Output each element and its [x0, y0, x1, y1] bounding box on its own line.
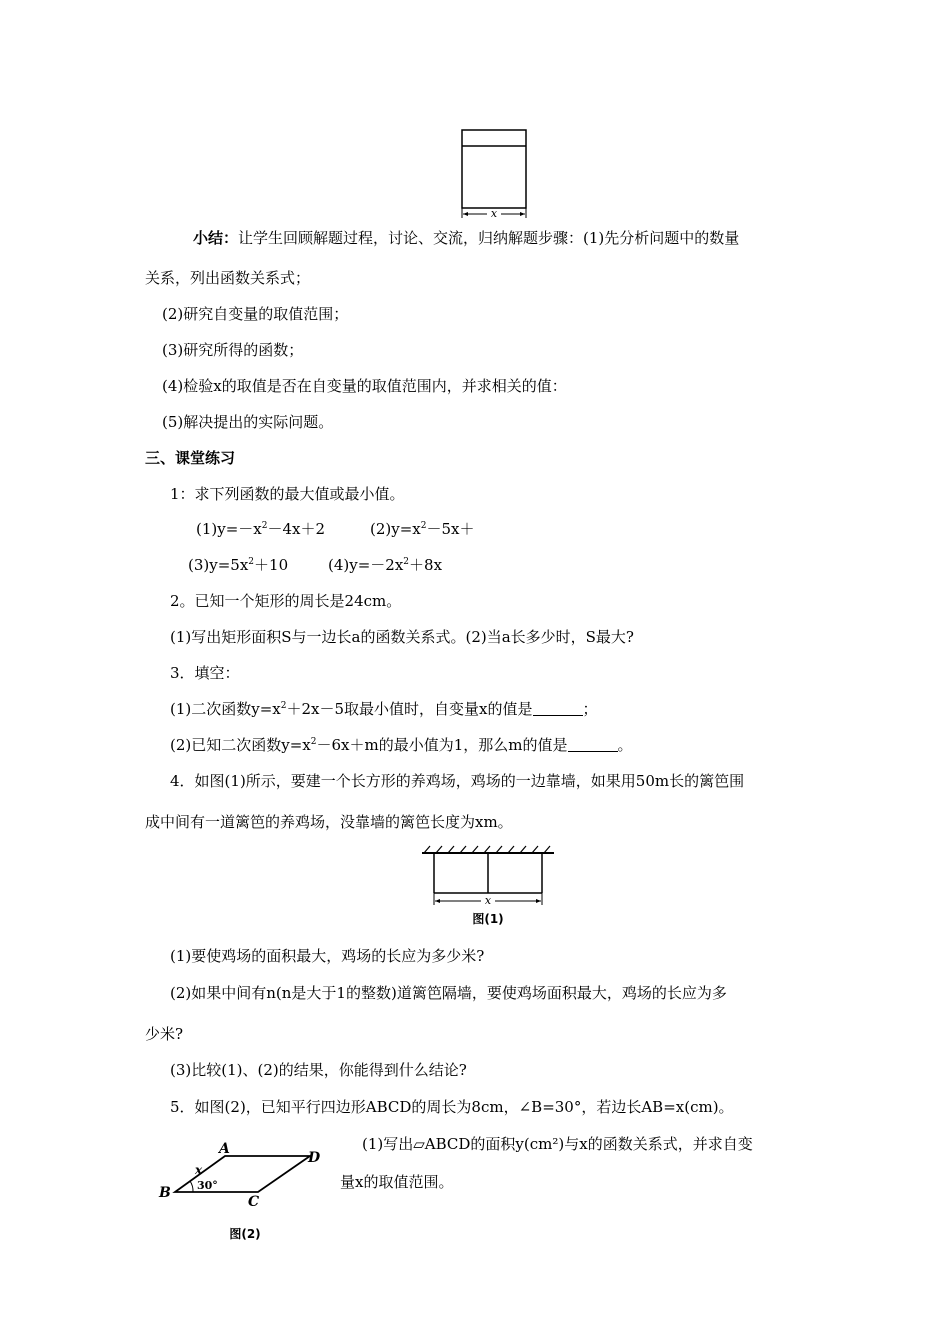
figure-x-label: x — [490, 207, 498, 220]
q3-b-blank[interactable] — [568, 737, 618, 752]
q5-stem: 5．如图(2)，已知平行四边形ABCD的周长为8cm，∠B=30°，若边长AB=x(cm)。 — [170, 1098, 734, 1116]
q4-stem: 4．如图(1)所示，要建一个长方形的养鸡场，鸡场的一边靠墙，如果用50m长的篱笆围 — [170, 772, 745, 790]
figure1-caption: 图(1) — [472, 912, 504, 926]
q1-part1-head: (1)y=－x — [196, 520, 262, 538]
q3-b-tail: －6x＋m的最小值为1，那么m的值是 — [316, 736, 568, 754]
q3-b-end: 。 — [617, 736, 633, 754]
label-b: B — [159, 1185, 171, 1201]
label-angle: 30° — [197, 1179, 218, 1192]
q1-part2 — [370, 519, 475, 539]
q3-a-sup: 2 — [280, 701, 287, 711]
summary-step-3: (3)研究所得的函数； — [162, 341, 304, 359]
figure2-caption: 图(2) — [229, 1227, 261, 1241]
summary-text: 让学生回顾解题过程，讨论、交流，归纳解题步骤：(1)先分析问题中的数量 — [238, 229, 740, 247]
summary-step-4: (4)检验x的取值是否在自变量的取值范围内，并求相关的值： — [162, 377, 567, 395]
q4-sub2-cont: 少米? — [145, 1025, 184, 1043]
q3-b-sup: 2 — [310, 737, 317, 747]
q5-sub1: (1)写出▱ABCD的面积y(cm²)与x的函数关系式，并求自变 — [362, 1135, 753, 1153]
q3-b-head: (2)已知二次函数y=x — [170, 736, 311, 754]
q3-stem: 3．填空： — [170, 664, 240, 682]
q2-sub: (1)写出矩形面积S与一边长a的函数关系式。(2)当a长多少时，S最大? — [170, 628, 634, 646]
q1-part2-tail: －5x＋ — [426, 520, 475, 538]
figure-rectangle — [455, 124, 535, 220]
q1-part3 — [188, 555, 288, 575]
q5-sub1-cont: 量x的取值范围。 — [340, 1173, 454, 1191]
label-d: D — [308, 1150, 321, 1166]
label-c: C — [248, 1194, 260, 1210]
q3-a-head: (1)二次函数y=x — [170, 700, 281, 718]
q1-part4 — [328, 555, 442, 575]
q4-sub3: (3)比较(1)、(2)的结果，你能得到什么结论? — [170, 1061, 467, 1079]
q1-part3-sup: 2 — [248, 557, 255, 567]
summary-text-cont: 关系，列出函数关系式； — [145, 269, 311, 287]
label-x: x — [195, 1163, 203, 1177]
q1-part4-sup: 2 — [403, 557, 410, 567]
q1-part4-tail: ＋8x — [409, 556, 443, 574]
q1-part4-head: (4)y=－2x — [328, 556, 404, 574]
q1-part1-tail: －4x＋2 — [267, 520, 326, 538]
figure-parallelogram — [155, 1140, 330, 1245]
figure1-x-label: x — [484, 894, 492, 907]
q1-part3-head: (3)y=5x — [188, 556, 249, 574]
q3-a-blank[interactable] — [533, 701, 583, 716]
q2-stem: 2。已知一个矩形的周长是24cm。 — [170, 592, 402, 610]
q3-a — [170, 699, 598, 719]
q1-part1-sup: 2 — [261, 521, 268, 531]
q1-stem: 1：求下列函数的最大值或最小值。 — [170, 485, 405, 503]
q3-b — [170, 735, 633, 755]
summary-step-2: (2)研究自变量的取值范围； — [162, 305, 349, 323]
label-a: A — [219, 1141, 230, 1157]
q4-sub1: (1)要使鸡场的面积最大，鸡场的长应为多少米? — [170, 947, 485, 965]
q1-part2-sup: 2 — [420, 521, 427, 531]
q1-part2-head: (2)y=x — [370, 520, 421, 538]
q4-stem-cont: 成中间有一道篱笆的养鸡场，没靠墙的篱笆长度为xm。 — [145, 813, 513, 831]
q4-sub2: (2)如果中间有n(n是大于1的整数)道篱笆隔墙，要使鸡场面积最大，鸡场的长应为多 — [170, 984, 727, 1002]
summary-step-5: (5)解决提出的实际问题。 — [162, 413, 334, 431]
q3-a-tail: ＋2x－5取最小值时，自变量x的值是 — [286, 700, 533, 718]
section-heading: 三、课堂练习 — [145, 449, 236, 467]
q3-a-end: ； — [582, 700, 598, 718]
figure-chicken-farm — [418, 843, 558, 929]
q1-part3-tail: ＋10 — [254, 556, 289, 574]
q1-part1 — [196, 519, 325, 539]
summary-lead: 小结： — [193, 229, 239, 247]
summary-line — [193, 228, 739, 248]
